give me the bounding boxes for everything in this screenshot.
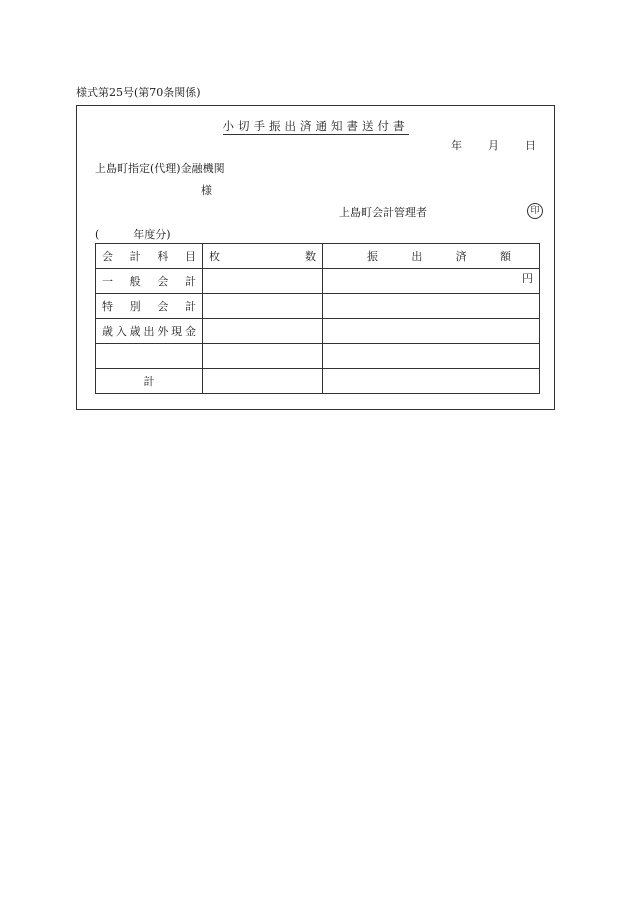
count-cell: [203, 269, 323, 294]
table-row: [96, 319, 540, 344]
header-count: [203, 244, 323, 269]
row-label: [96, 269, 203, 294]
recipient-name: 上島町指定(代理)金融機関: [95, 162, 225, 175]
fiscal-year: [95, 226, 171, 242]
header-account-char: 計: [129, 250, 141, 263]
form-title-text: 小切手振出済通知書送付書: [222, 119, 409, 133]
row-label-char: 歳: [102, 325, 113, 338]
row-label-char: 計: [184, 300, 196, 313]
table-header-row: [96, 244, 540, 269]
header-amount-char: 額: [499, 250, 511, 263]
row-label: [96, 319, 203, 344]
header-account-char: 会: [102, 250, 113, 263]
header-amount-char: 振: [367, 250, 378, 263]
count-cell: [203, 344, 323, 369]
table-total-row: [96, 369, 540, 394]
row-label-char: 現: [171, 325, 183, 338]
amount-cell: [323, 344, 540, 369]
form-frame: [76, 105, 555, 410]
row-label-char: 出: [143, 325, 155, 338]
count-cell: [203, 319, 323, 344]
amount-cell: [323, 294, 540, 319]
header-amount: [323, 244, 540, 269]
form-title: [77, 118, 554, 134]
row-label: [96, 344, 203, 369]
row-label-char: 計: [184, 275, 196, 288]
row-label-char: 一: [102, 275, 113, 288]
table-row: [96, 294, 540, 319]
day-label: 日: [525, 139, 536, 152]
ledger-table: [95, 243, 540, 394]
row-label-char: 歳: [129, 325, 141, 338]
header-amount-char: 出: [411, 250, 423, 263]
sender-name: 上島町会計管理者: [339, 206, 427, 219]
row-label-char: 会: [157, 300, 169, 313]
header-account: [96, 244, 203, 269]
amount-cell: [323, 269, 540, 294]
table-row: [96, 344, 540, 369]
year-label: 年: [451, 139, 462, 152]
row-label-char: 特: [102, 300, 113, 313]
header-count-right: 数: [305, 250, 316, 263]
table-row: [96, 269, 540, 294]
row-label-char: 会: [157, 275, 169, 288]
fiscal-year-open: (: [95, 228, 100, 241]
row-label-char: 金: [184, 325, 196, 338]
total-label: 計: [96, 369, 203, 394]
seal-mark: 印: [527, 203, 543, 219]
header-account-char: 目: [184, 250, 196, 263]
header-count-left: 枚: [209, 250, 220, 263]
count-cell: [203, 294, 323, 319]
row-label-char: 入: [115, 325, 127, 338]
amount-cell: [323, 369, 540, 394]
row-label: [96, 294, 203, 319]
row-label-char: 般: [129, 275, 141, 288]
amount-cell: [323, 319, 540, 344]
date-fields: [451, 137, 536, 153]
form-number: 様式第25号(第70条関係): [76, 86, 201, 99]
fiscal-year-label: 年度分): [133, 228, 171, 241]
row-label-char: 外: [157, 325, 169, 338]
header-account-char: 科: [157, 250, 169, 263]
count-cell: [203, 369, 323, 394]
row-label-char: 別: [129, 300, 141, 313]
recipient-honorific: 様: [201, 184, 212, 197]
month-label: 月: [488, 139, 499, 152]
yen-unit: 円: [522, 272, 533, 285]
header-amount-char: 済: [455, 250, 467, 263]
